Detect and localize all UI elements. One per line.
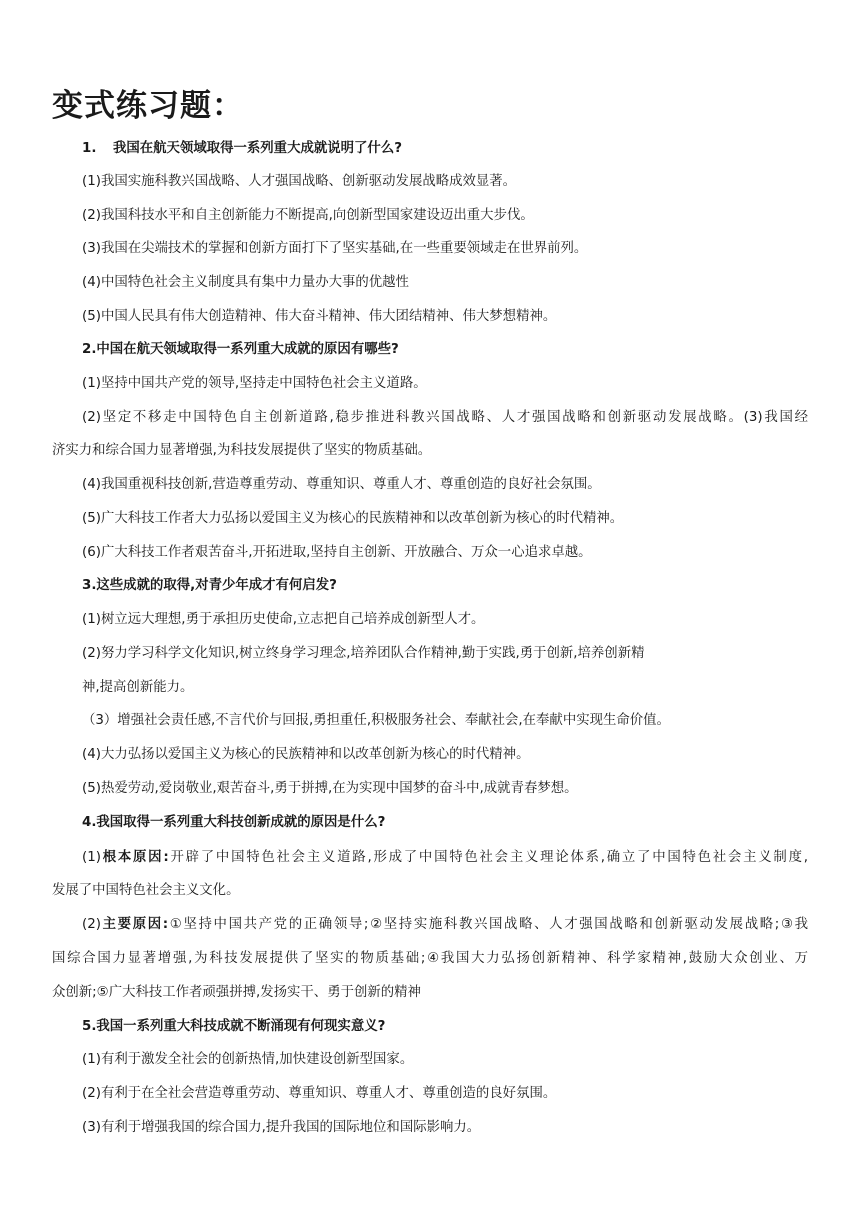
q3-answer-1: (1)树立远大理想,勇于承担历史使命,立志把自己培养成创新型人才。 (82, 612, 485, 627)
question-2: 2.中国在航天领域取得一系列重大成就的原因有哪些? (82, 342, 399, 357)
q4-answer-2-label: 主要原因: (100, 917, 169, 932)
q4-answer-1 (82, 848, 808, 868)
question-1-number: 1. (82, 141, 97, 156)
q2-answer-1: (1)坚持中国共产党的领导,坚持走中国特色社会主义道路。 (82, 376, 427, 391)
q5-answer-1: (1)有利于激发全社会的创新热情,加快建设创新型国家。 (82, 1052, 414, 1067)
q1-answer-2: (2)我国科技水平和自主创新能力不断提高,向创新型国家建设迈出重大步伐。 (82, 208, 534, 223)
q1-answer-4: (4)中国特色社会主义制度具有集中力量办大事的优越性 (82, 275, 409, 290)
q4-answer-2 (82, 915, 808, 935)
q2-answer-6: (6)广大科技工作者艰苦奋斗,开拓进取,坚持自主创新、开放融合、万众一心追求卓越。 (82, 545, 592, 560)
question-1-text: 我国在航天领域取得一系列重大成就说明了什么? (113, 141, 402, 156)
q1-answer-3: (3)我国在尖端技术的掌握和创新方面打下了坚实基础,在一些重要领域走在世界前列。 (82, 241, 588, 256)
question-4: 4.我国取得一系列重大科技创新成就的原因是什么? (82, 815, 386, 830)
q1-answer-5: (5)中国人民具有伟大创造精神、伟大奋斗精神、伟大团结精神、伟大梦想精神。 (82, 309, 557, 324)
q5-answer-3: (3)有利于增强我国的综合国力,提升我国的国际地位和国际影响力。 (82, 1120, 481, 1135)
q4-answer-1-prefix: (1) (82, 850, 101, 865)
q2-answer-2: (2)坚定不移走中国特色自主创新道路,稳步推进科教兴国战略、人才强国战略和创新驱动发展战略。(3)我国经 (82, 410, 808, 425)
q1-answer-1: (1)我国实施科教兴国战略、人才强国战略、创新驱动发展战略成效显著。 (82, 174, 517, 189)
q4-answer-2-prefix: (2) (82, 917, 101, 932)
q3-answer-2-cont: 神,提高创新能力。 (82, 680, 194, 695)
q4-answer-2-text: ①坚持中国共产党的正确领导;②坚持实施科教兴国战略、人才强国战略和创新驱动发展战略;③我 (168, 917, 808, 932)
q3-answer-5: (5)热爱劳动,爱岗敬业,艰苦奋斗,勇于拼搏,在为实现中国梦的奋斗中,成就青春梦想。 (82, 781, 578, 796)
q4-answer-2-cont-1: 国综合国力显著增强,为科技发展提供了坚实的物质基础;④我国大力弘扬创新精神、科学家精神,鼓励大众创业、万 (52, 951, 808, 966)
question-5: 5.我国一系列重大科技成就不断涌现有何现实意义? (82, 1019, 386, 1034)
question-3: 3.这些成就的取得,对青少年成才有何启发? (82, 578, 337, 593)
q4-answer-1-label: 根本原因: (100, 850, 169, 865)
q3-answer-4: (4)大力弘扬以爱国主义为核心的民族精神和以改革创新为核心的时代精神。 (82, 747, 530, 762)
q2-answer-2-cont: 济实力和综合国力显著增强,为科技发展提供了坚实的物质基础。 (52, 443, 432, 458)
q4-answer-1-cont: 发展了中国特色社会主义文化。 (52, 883, 240, 898)
q4-answer-2-cont-2: 众创新;⑤广大科技工作者顽强拼搏,发扬实干、勇于创新的精神 (52, 985, 421, 1000)
q2-answer-4: (4)我国重视科技创新,营造尊重劳动、尊重知识、尊重人才、尊重创造的良好社会氛围。 (82, 477, 601, 492)
question-1 (82, 139, 402, 159)
q3-answer-3: （3）增强社会责任感,不言代价与回报,勇担重任,积极服务社会、奉献社会,在奉献中实现生命价值。 (82, 713, 670, 728)
q2-answer-5: (5)广大科技工作者大力弘扬以爱国主义为核心的民族精神和以改革创新为核心的时代精神。 (82, 511, 624, 526)
q5-answer-2: (2)有利于在全社会营造尊重劳动、尊重知识、尊重人才、尊重创造的良好氛围。 (82, 1086, 557, 1101)
page-title: 变式练习题： (52, 88, 244, 124)
q4-answer-1-text: 开辟了中国特色社会主义道路,形成了中国特色社会主义理论体系,确立了中国特色社会主义制度, (168, 850, 808, 865)
q3-answer-2: (2)努力学习科学文化知识,树立终身学习理念,培养团队合作精神,勤于实践,勇于创新,培养创新精 (82, 646, 645, 661)
